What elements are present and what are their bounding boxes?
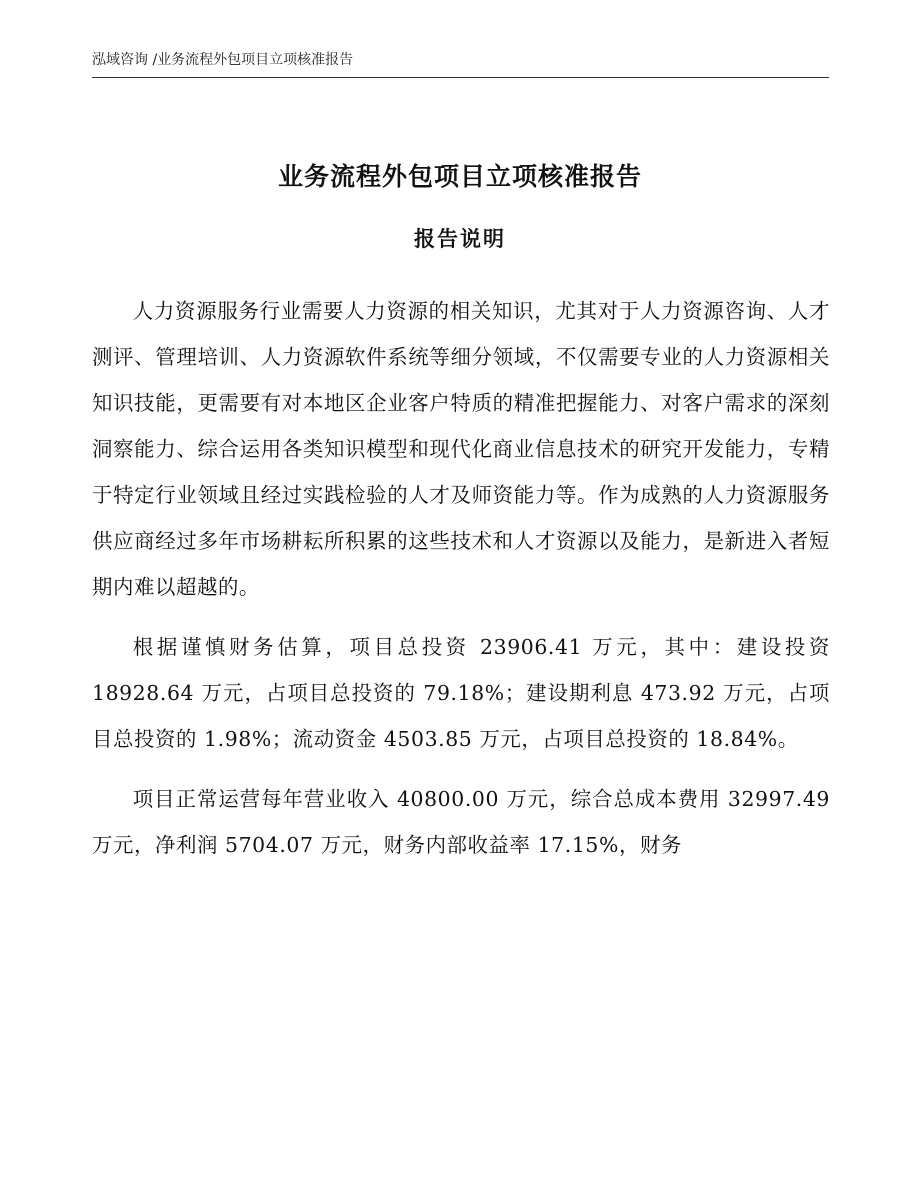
document-title: 业务流程外包项目立项核准报告 (277, 162, 642, 191)
paragraph-3: 项目正常运营每年营业收入 40800.00 万元，综合总成本费用 32997.49 万元，净利润 5704.07 万元，财务内部收益率 17.15%，财务 (92, 787, 830, 857)
paragraph-2: 根据谨慎财务估算，项目总投资 23906.41 万元，其中：建设投资 18928.64 万元，占项目总投资的 79.18%；建设期利息 473.92 万元，占项目总投资的 1.98%；流动资金 4503.85 万元，占项目总投资的 18.84%。 (92, 635, 830, 751)
paragraph-1: 人力资源服务行业需要人力资源的相关知识，尤其对于人力资源咨询、人才测评、管理培训、人力资源软件系统等细分领域，不仅需要专业的人力资源相关知识技能，更需要有对本地区企业客户特质的精准把握能力、对客户需求的深刻洞察能力、综合运用各类知识模型和现代化商业信息技术的研究开发能力，专精于特定行业领域且经过实践检验的人才及师资能力等。作为成熟的人力资源服务供应商经过多年市场耕耘所积累的这些技术和人才资源以及能力，是新进入者短期内难以超越的。 (92, 299, 830, 599)
section-title: 报告说明 (414, 227, 506, 251)
header-divider (92, 77, 829, 78)
running-header: 泓域咨询 /业务流程外包项目立项核准报告 (92, 52, 354, 68)
body-text (92, 288, 830, 882)
